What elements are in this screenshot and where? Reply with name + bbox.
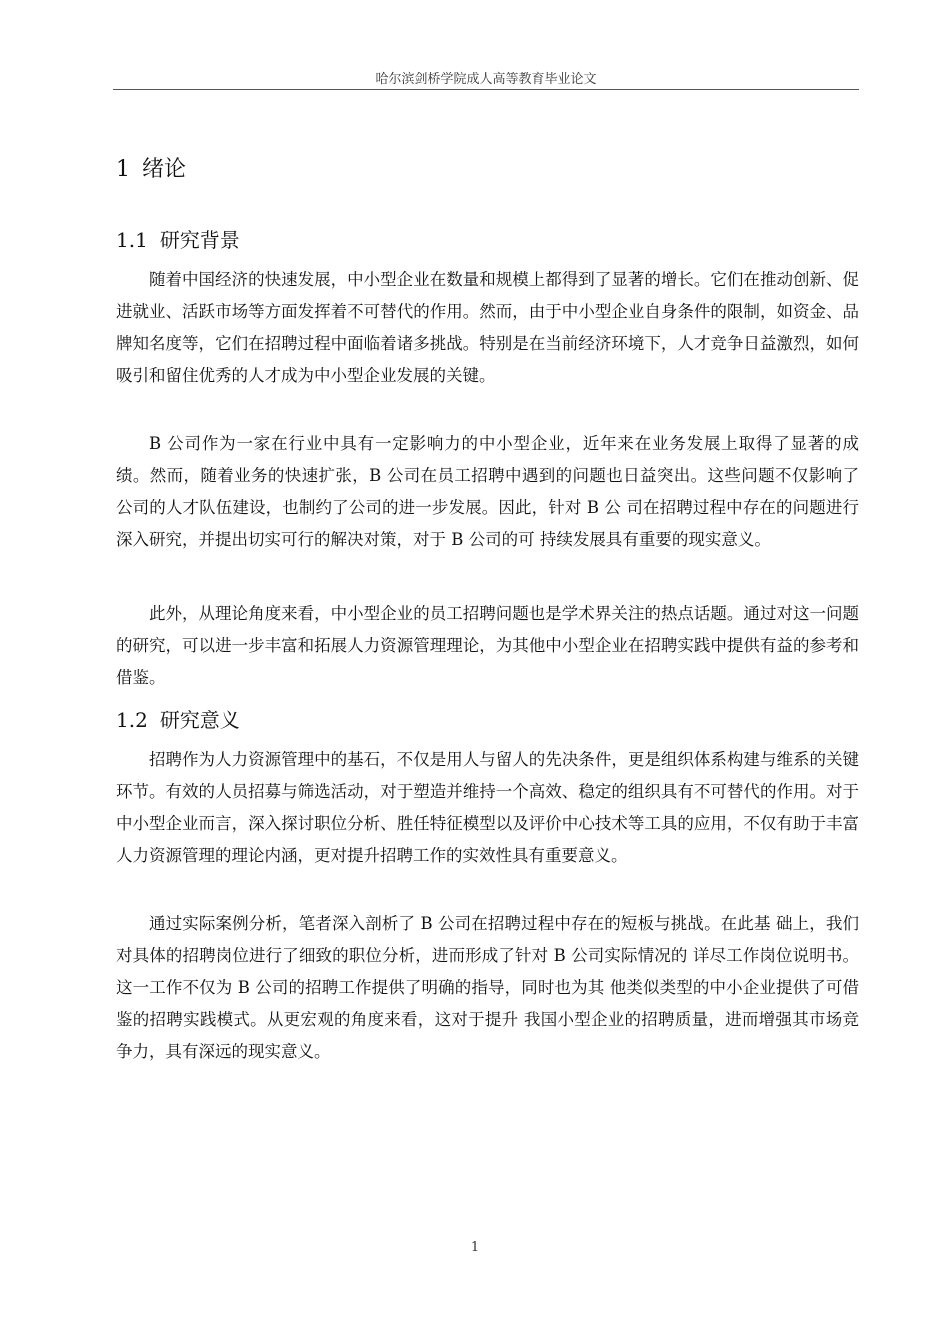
paragraph: 此外，从理论角度来看，中小型企业的员工招聘问题也是学术界关注的热点话题。通过对这一问题的研究，可以进一步丰富和拓展人力资源管理理论，为其他中小型企业在招聘实践中提供有益的参考和借鉴。 bbox=[116, 604, 859, 687]
section-heading-1-2 bbox=[116, 704, 240, 733]
paragraph: B 公司作为一家在行业中具有一定影响力的中小型企业，近年来在业务发展上取得了显著的成绩。然而，随着业务的快速扩张，B 公司在员工招聘中遇到的问题也日益突出。这些问题不仅影响了公司的人才队伍建设，也制约了公司的进一步发展。因此，针对 B 公 司在招聘过程中存在的问题进行深入研究，并提出切实可行的解决对策，对于 B 公司的可 持续发展具有重要的现实意义。 bbox=[116, 434, 859, 549]
header-divider bbox=[113, 89, 859, 90]
running-header: 哈尔滨剑桥学院成人高等教育毕业论文 bbox=[375, 72, 597, 87]
paragraph: 招聘作为人力资源管理中的基石，不仅是用人与留人的先决条件，更是组织体系构建与维系的关键环节。有效的人员招募与筛选活动，对于塑造并维持一个高效、稳定的组织具有不可替代的作用。对于中小型企业而言，深入探讨职位分析、胜任特征模型以及评价中心技术等工具的应用，不仅有助于丰富人力资源管理的理论内涵，更对提升招聘工作的实效性具有重要意义。 bbox=[116, 750, 859, 865]
section-number: 1.2 bbox=[116, 708, 148, 732]
chapter-number: 1 bbox=[116, 157, 130, 182]
paragraph: 通过实际案例分析，笔者深入剖析了 B 公司在招聘过程中存在的短板与挑战。在此基 础上，我们对具体的招聘岗位进行了细致的职位分析，进而形成了针对 B 公司实际情况的 详尽工作岗位说明书。这一工作不仅为 B 公司的招聘工作提供了明确的指导，同时也为其 他类似类型的中小企业提供了可借鉴的招聘实践模式。从更宏观的角度来看，这对于提升 我国小型企业的招聘质量，进而增强其市场竞争力，具有深远的现实意义。 bbox=[116, 914, 859, 1061]
section-title: 研究背景 bbox=[159, 228, 240, 252]
paragraph: 随着中国经济的快速发展，中小型企业在数量和规模上都得到了显著的增长。它们在推动创新、促进就业、活跃市场等方面发挥着不可替代的作用。然而，由于中小型企业自身条件的限制，如资金、品牌知名度等，它们在招聘过程中面临着诸多挑战。特别是在当前经济环境下，人才竞争日益激烈，如何吸引和留住优秀的人才成为中小型企业发展的关键。 bbox=[116, 270, 859, 385]
section-title: 研究意义 bbox=[159, 708, 240, 732]
section-number: 1.1 bbox=[116, 228, 148, 252]
chapter-title: 绪论 bbox=[142, 157, 187, 182]
chapter-heading bbox=[116, 152, 186, 183]
page-number: 1 bbox=[470, 1240, 480, 1255]
section-heading-1-1 bbox=[116, 224, 240, 253]
